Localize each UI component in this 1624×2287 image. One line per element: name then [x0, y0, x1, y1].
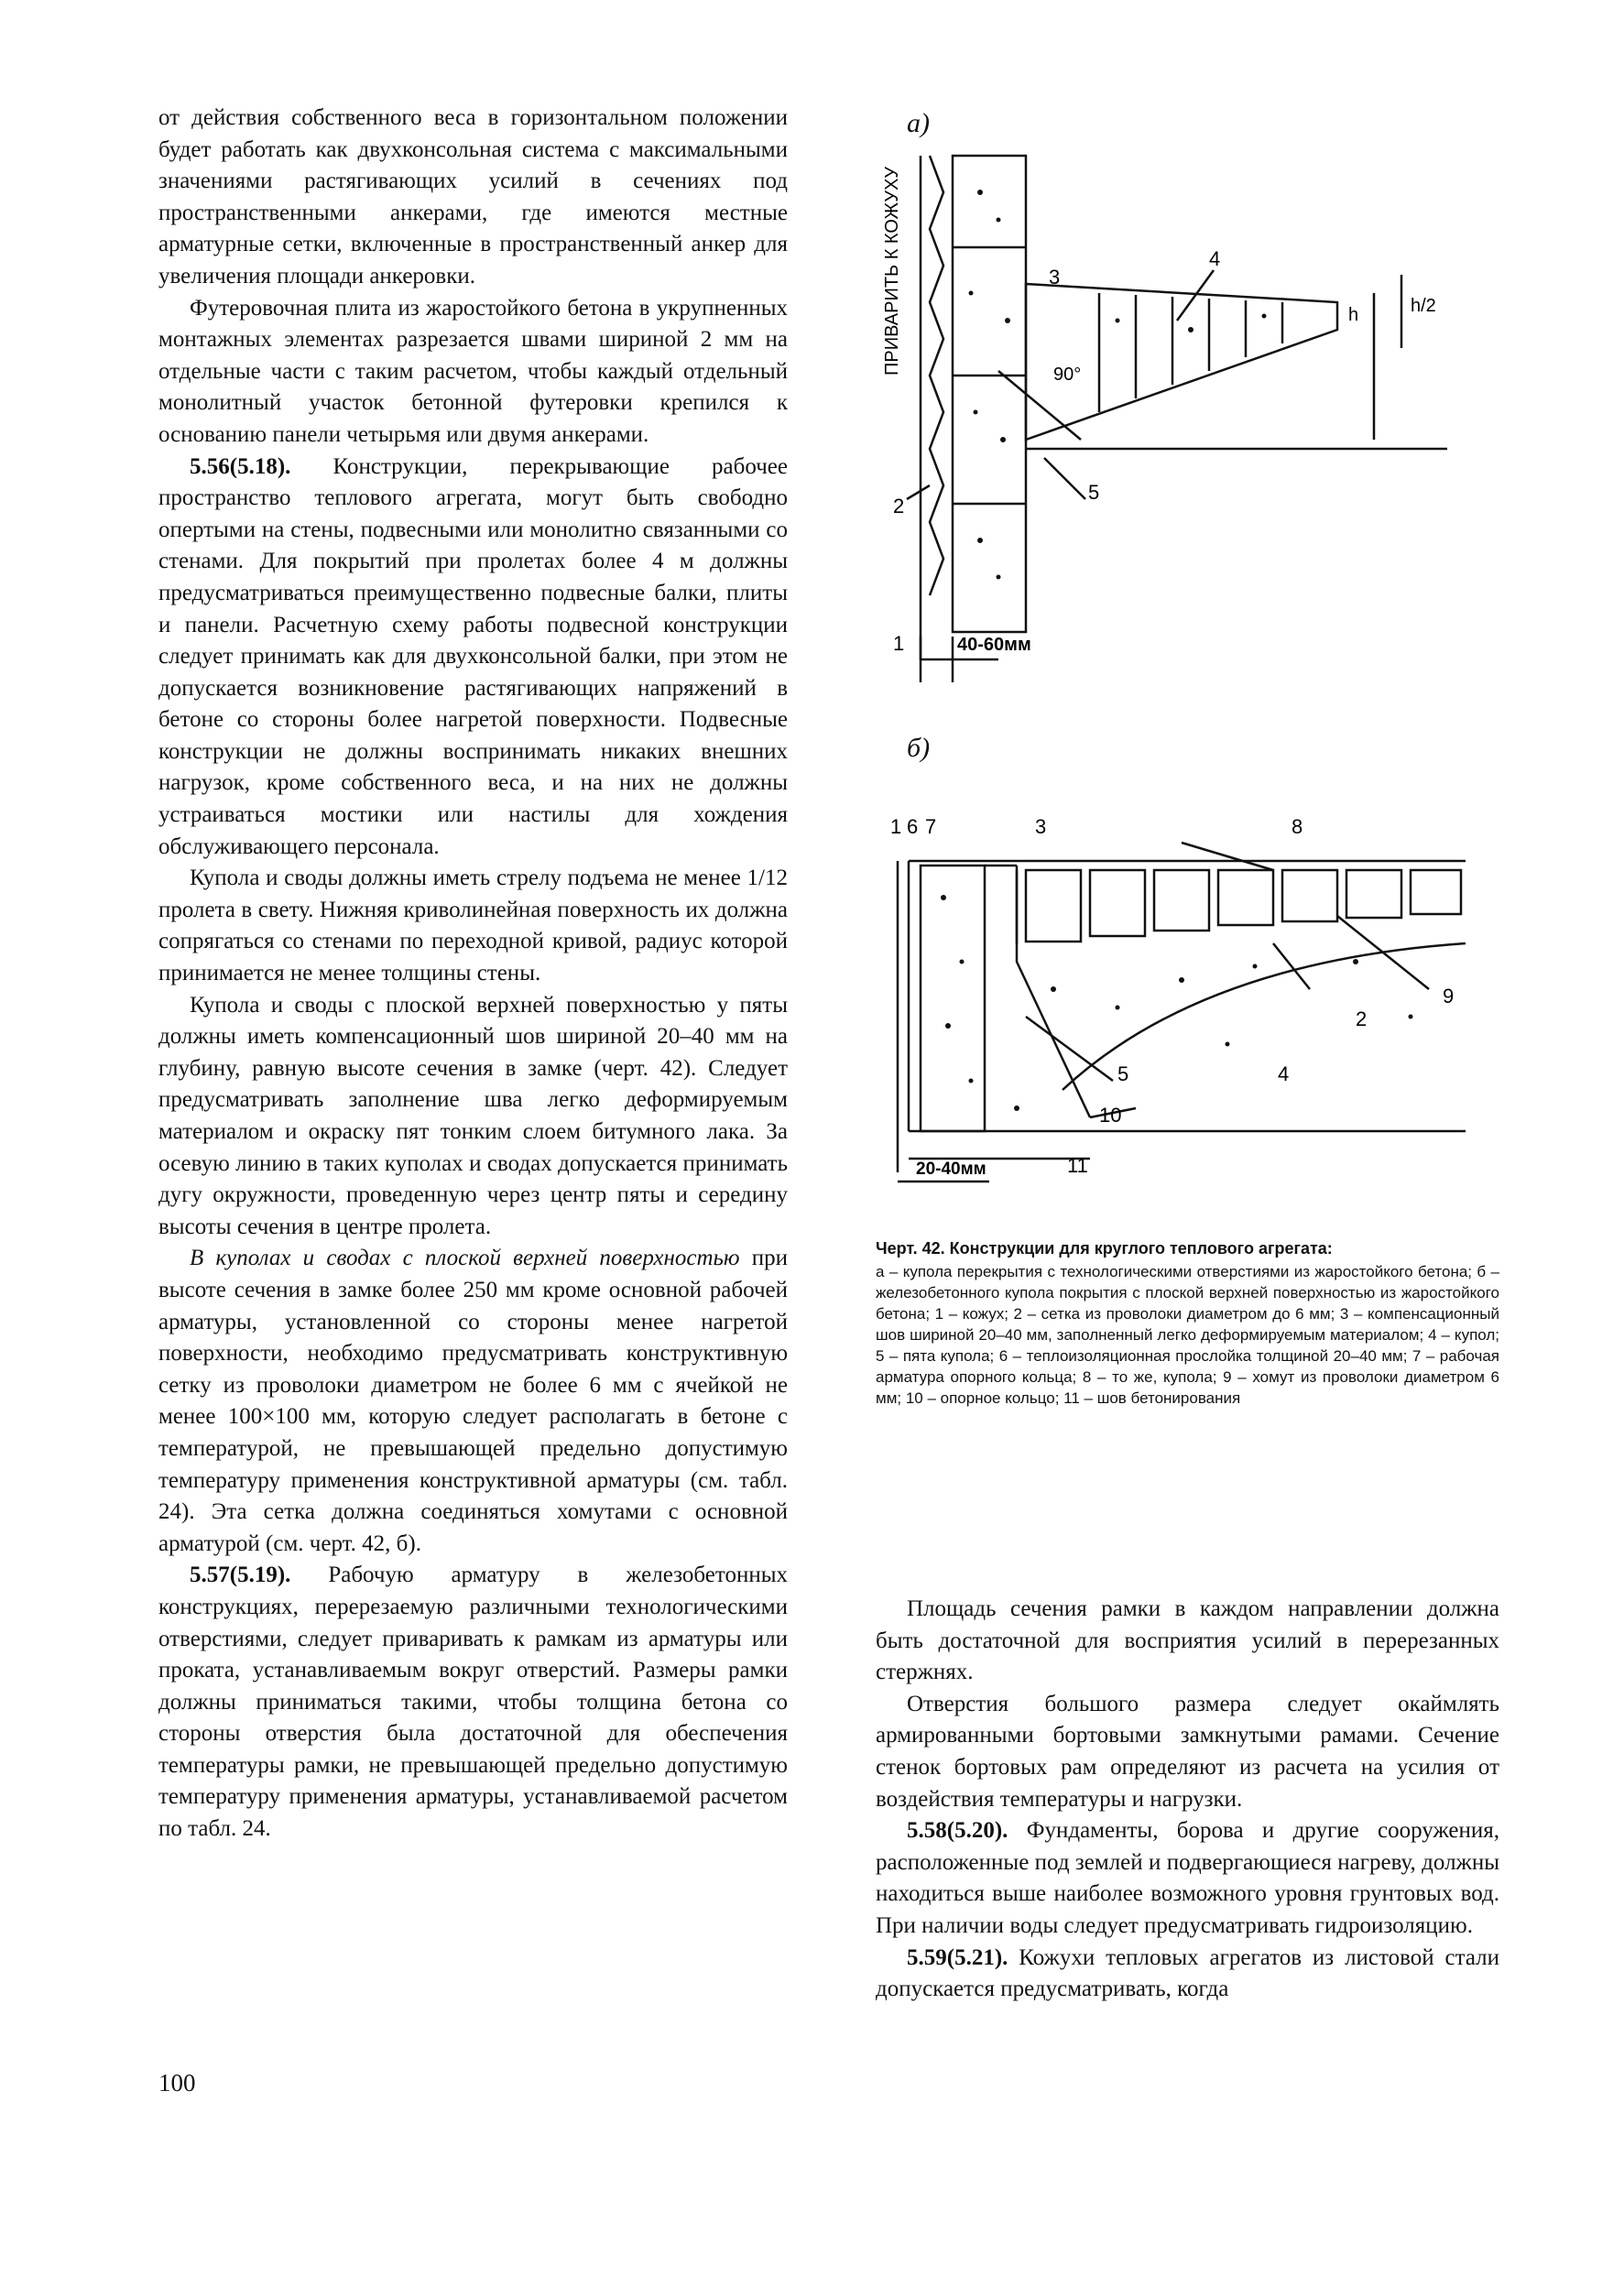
callout-10: 10	[1099, 1104, 1122, 1127]
callout-3: 3	[1035, 815, 1047, 838]
paragraph-text: Фундаменты, борова и другие сооружения, расположенные под землей и подвергающиеся нагреву, должны находиться выше наиболее возможного уровня грунтовых вод. При наличии воды следует предусматривать гидроизоляцию.	[876, 1818, 1499, 1938]
figure-b-drawing	[879, 806, 1484, 1191]
figure-caption	[876, 1238, 1499, 1409]
callout-2: 2	[893, 495, 905, 517]
callout-11: 11	[1067, 1154, 1088, 1177]
callout-9: 9	[1443, 985, 1455, 1007]
callout-1: 1	[893, 632, 905, 655]
callout-5: 5	[1117, 1062, 1129, 1085]
clause-number: 5.56(5.18).	[190, 453, 291, 479]
clause-number: 5.57(5.19).	[190, 1563, 291, 1588]
paragraph: от действия собственного веса в горизонтальном положении будет работать как двухконсольная система с максимальными значениями растягивающих усилий в сечениях под пространственными анкерами, где имеются местные арматурные сетки, включенные в пространственный анкер для увеличения площади анкеровки.	[158, 105, 788, 289]
callout-7: 7	[925, 815, 937, 838]
paragraph	[158, 1560, 788, 1845]
callout-4: 4	[1209, 247, 1221, 270]
side-note: ПРИВАРИТЬ К КОЖУХУ	[882, 166, 902, 376]
callout-5: 5	[1088, 481, 1100, 504]
paragraph: Отверстия большого размера следует окаймлять армированными бортовыми замкнутыми рамами. Сечение стенок бортовых рам определяют из расчета на усилия от воздействия температуры и нагрузки.	[876, 1691, 1499, 1812]
paragraph: Купола и своды должны иметь стрелу подъема не менее 1/12 пролета в свету. Нижняя криволинейная поверхность их должна сопрягаться со стенами по переходной кривой, радиус которой принимается не менее толщины стены.	[158, 866, 788, 986]
paragraph-text: Конструкции, перекрывающие рабочее пространство теплового агрегата, могут быть свободно опертыми на стены, подвесными или монолитно связанными со стенами. Для покрытий при пролетах более 4 м должны предусматриваться преимущественно подвесные балки, плиты и панели. Расчетную схему работы подвесной конструкции следует принимать как для двухконсольной балки, при этом не допускается возникновение растягивающих напряжений в бетоне со стороны более нагретой поверхности. Подвесные конструкции не должны воспринимать никаких внешних нагрузок, кроме собственного веса, и на них не должны устраиваться мостики или настилы для хождения обслуживающего персонала.	[158, 453, 788, 859]
paragraph-text: при высоте сечения в замке более 250 мм кроме основной рабочей арматуры, установленной со стороны менее нагретой поверхности, необходимо предусматривать конструктивную сетку из проволоки диаметром не более 6 мм с ячейкой не менее 100×100 мм, которую следует располагать в бетоне с температурой, не превышающей предельно допустимую температуру применения конструктивной арматуры (см. табл. 24). Эта сетка должна соединяться хомутами с основной арматурой (см. черт. 42, б).	[158, 1246, 789, 1556]
callout-6: 6	[907, 815, 919, 838]
callout-2: 2	[1356, 1007, 1368, 1030]
paragraph	[876, 1943, 1499, 2006]
clause-number: 5.59(5.21).	[907, 1944, 1008, 1970]
angle-label: 90°	[1053, 365, 1082, 385]
callout-8: 8	[1292, 815, 1303, 838]
left-text-column	[158, 103, 788, 1846]
figure-a-drawing	[861, 137, 1502, 687]
callout-3: 3	[1049, 266, 1061, 289]
figure-b-label: б)	[907, 733, 931, 763]
paragraph: Футеровочная плита из жаростойкого бетона в укрупненных монтажных элементах разрезается швами шириной 2 мм на отдельные части с таким расчетом, чтобы каждый отдельный монолитный участок бетонной футеровки крепился к основанию панели четырьмя или двумя анкерами.	[158, 295, 788, 447]
caption-title: Черт. 42. Конструкции для круглого теплового агрегата:	[876, 1239, 1333, 1258]
dimension-h: h	[1348, 305, 1359, 325]
figure-a-label: а)	[907, 108, 930, 138]
dimension-label: 40-60мм	[957, 635, 1031, 655]
dimension-label: 20-40мм	[916, 1160, 986, 1179]
paragraph: Площадь сечения рамки в каждом направлении должна быть достаточной для восприятия усилий в перерезанных стержнях.	[876, 1596, 1499, 1685]
callout-1: 1	[890, 815, 902, 838]
paragraph	[158, 452, 788, 864]
page-number: 100	[158, 2069, 196, 2096]
paragraph	[876, 1815, 1499, 1942]
paragraph: Купола и своды с плоской верхней поверхностью у пяты должны иметь компенсационный шов шириной 20–40 мм на глубину, равную высоте сечения в замке (черт. 42). Следует предусматривать заполнение шва легко деформируемым материалом и окраску пят тонким слоем битумного лака. За осевую линию в таких куполах и сводах допускается принимать дугу окружности, проведенную через центр пяты и середину высоты сечения в центре пролета.	[158, 992, 788, 1239]
paragraph-text: Кожухи тепловых агрегатов из листовой стали допускается предусматривать, когда	[876, 1944, 1500, 2002]
callout-4: 4	[1278, 1062, 1290, 1085]
right-text-column	[876, 1594, 1499, 2006]
clause-number: 5.58(5.20).	[907, 1818, 1008, 1844]
paragraph	[158, 1243, 788, 1560]
caption-body: а – купола перекрытия с технологическими отверстиями из жаростойкого бетона; б – железобетонного купола покрытия с плоской верхней поверхностью из жаростойкого бетона; 1 – кожух; 2 – сетка из проволоки диаметром до 6 мм; 3 – компенсационный шов шириной 20–40 мм, заполненный легко деформируемым материалом; 4 – купол; 5 – пята купола; 6 – теплоизоляционная прослойка толщиной 20–40 мм; 7 – рабочая арматура опорного кольца; 8 – то же, купола; 9 – хомут из проволоки диаметром 6 мм; 10 – опорное кольцо; 11 – шов бетонирования	[876, 1263, 1499, 1407]
italic-lead: В куполах и сводах с плоской верхней поверхностью	[190, 1246, 740, 1271]
paragraph-text: Рабочую арматуру в железобетонных конструкциях, перерезаемую различными технологическими отверстиями, следует приваривать к рамкам из арматуры или проката, устанавливаемым вокруг отверстий. Размеры рамки должны приниматься такими, чтобы толщина бетона со стороны отверстия была достаточной для обеспечения температуры рамки, не превышающей предельно допустимую температуру применения арматуры, устанавливаемой расчетом по табл. 24.	[158, 1563, 788, 1842]
dimension-h2: h/2	[1411, 296, 1436, 316]
